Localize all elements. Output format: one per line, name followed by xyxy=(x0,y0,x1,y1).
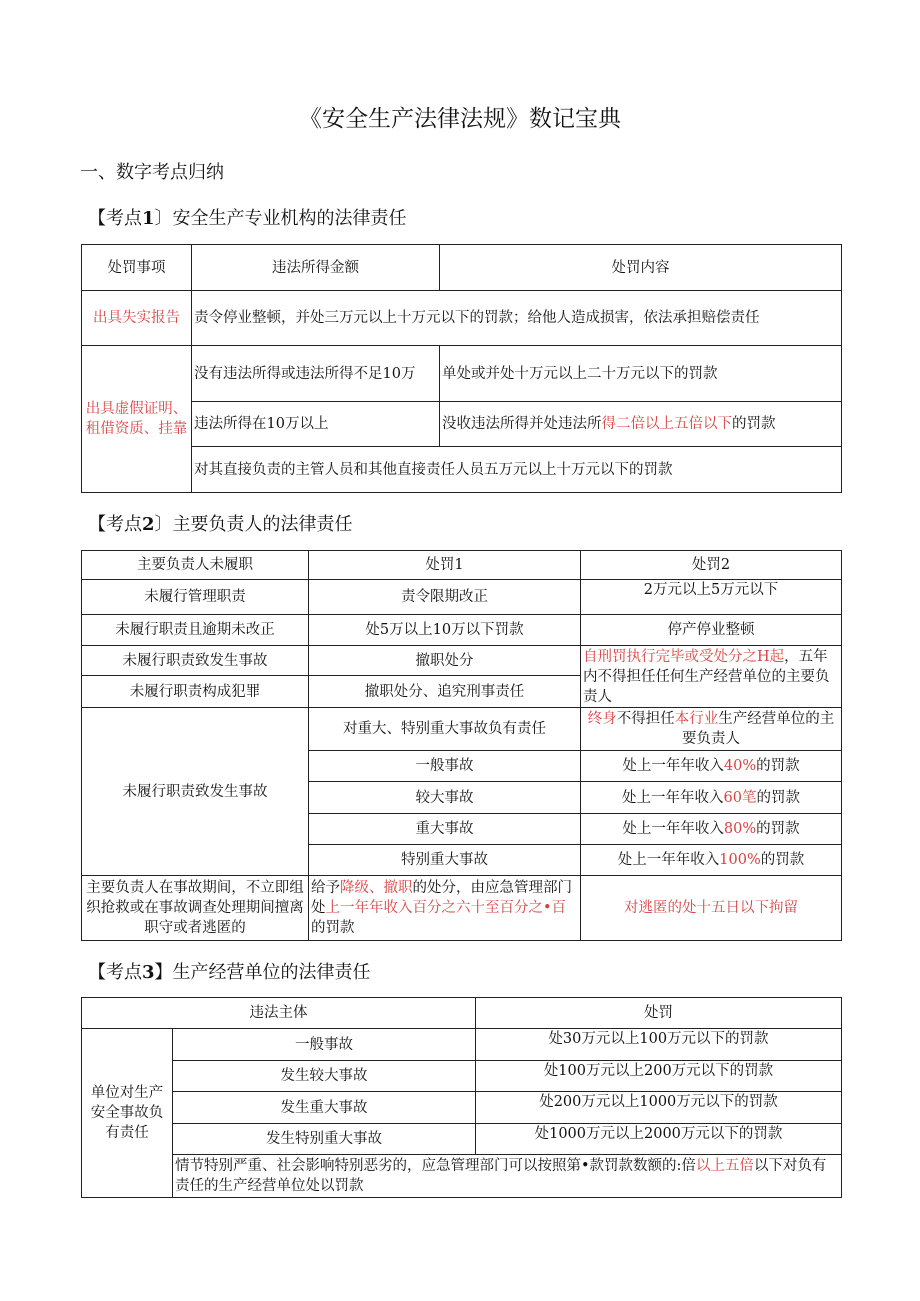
violation-item: 出具虚假证明、租借资质、挂靠 xyxy=(82,346,192,493)
violation-item: 未履行职责构成犯罪 xyxy=(82,676,309,708)
penalty-2: 自刑罚执行完毕或受处分之H起，五年内不得担任任何生产经营单位的主要负责人 xyxy=(581,646,842,708)
section-heading: 一、数字考点归纳 xyxy=(80,162,224,183)
penalty-2: 处上一年年收入60笔的罚款 xyxy=(581,782,842,814)
violation-item: 出具失实报告 xyxy=(82,291,192,346)
penalty-2: 处上一年年收入80%的罚款 xyxy=(581,814,842,845)
page-title: 《安全生产法律法规》数记宝典 xyxy=(299,106,621,132)
penalty-content: 单处或并处十万元以上二十万元以下的罚款 xyxy=(440,346,842,402)
kp2-heading: 【考点2〕主要负责人的法律责任 xyxy=(88,514,353,535)
penalty-1: 责令限期改正 xyxy=(309,580,581,615)
fine-cell: 处1000万元以上2000万元以下的罚款 xyxy=(476,1124,842,1155)
header-cell: 处罚事项 xyxy=(82,245,192,291)
kp1-heading: 【考点1〕安全生产专业机构的法律责任 xyxy=(88,208,407,229)
violation-group: 单位对生产安全事故负有责任 xyxy=(82,1029,173,1198)
fine-cell: 处100万元以上200万元以下的罚款 xyxy=(476,1061,842,1092)
violation-item: 未履行职责致发生事故 xyxy=(82,646,309,676)
fine-cell: 处30万元以上100万元以下的罚款 xyxy=(476,1029,842,1061)
kp1-table xyxy=(81,244,842,493)
accident-type: 发生特别重大事故 xyxy=(173,1124,476,1155)
penalty-content: 对其直接负责的主管人员和其他直接责任人员五万元以上十万元以下的罚款 xyxy=(192,447,842,493)
penalty-1: 一般事故 xyxy=(309,751,581,782)
penalty-1: 撤职处分、追究刑事责任 xyxy=(309,676,581,708)
penalty-1: 特别重大事故 xyxy=(309,845,581,876)
header-cell: 处罚 xyxy=(476,998,842,1029)
penalty-2: 处上一年年收入40%的罚款 xyxy=(581,751,842,782)
accident-type: 发生较大事故 xyxy=(173,1061,476,1092)
amount-cell: 违法所得在10万以上 xyxy=(192,402,440,447)
amount-cell: 没有违法所得或违法所得不足10万 xyxy=(192,346,440,402)
penalty-2: 终身不得担任本行业生产经营单位的主要负责人 xyxy=(581,708,842,751)
accident-type: 发生重大事故 xyxy=(173,1092,476,1124)
kp2-table xyxy=(81,550,842,941)
violation-item: 主要负责人在事故期间，不立即组织抢救或在事故调查处理期间擅离职守或者逃匿的 xyxy=(82,876,309,941)
header-cell: 处罚2 xyxy=(581,551,842,580)
penalty-1: 给予降级、撤职的处分，由应急管理部门处上一年年收入百分之六十至百分之•百的罚款 xyxy=(309,876,581,941)
penalty-2: 处上一年年收入100%的罚款 xyxy=(581,845,842,876)
violation-item: 未履行管理职责 xyxy=(82,580,309,615)
penalty-2: 对逃匿的处十五日以下拘留 xyxy=(581,876,842,941)
header-cell: 处罚1 xyxy=(309,551,581,580)
header-cell: 违法所得金额 xyxy=(192,245,440,291)
penalty-2: 2万元以上5万元以下 xyxy=(581,580,842,615)
aggravated-penalty: 情节特别严重、社会影响特别恶劣的，应急管理部门可以按照第•款罚款数额的:倍以上五倍以下对负有责任的生产经营单位处以罚款 xyxy=(173,1155,842,1198)
penalty-1: 处5万以上10万以下罚款 xyxy=(309,615,581,646)
penalty-content: 责令停业整顿，并处三万元以上十万元以下的罚款；给他人造成损害，依法承担赔偿责任 xyxy=(192,291,842,346)
violation-item: 未履行职责且逾期未改正 xyxy=(82,615,309,646)
fine-cell: 处200万元以上1000万元以下的罚款 xyxy=(476,1092,842,1124)
penalty-1: 较大事故 xyxy=(309,782,581,814)
header-cell: 处罚内容 xyxy=(440,245,842,291)
penalty-1: 对重大、特别重大事故负有责任 xyxy=(309,708,581,751)
penalty-1: 撤职处分 xyxy=(309,646,581,676)
penalty-2: 停产停业整顿 xyxy=(581,615,842,646)
kp3-heading: 【考点3】生产经营单位的法律责任 xyxy=(88,962,371,983)
header-cell: 主要负责人未履职 xyxy=(82,551,309,580)
header-cell: 违法主体 xyxy=(82,998,476,1029)
penalty-content: 没收违法所得并处违法所得二倍以上五倍以下的罚款 xyxy=(440,402,842,447)
accident-type: 一般事故 xyxy=(173,1029,476,1061)
kp3-table xyxy=(81,997,842,1198)
violation-item: 未履行职责致发生事故 xyxy=(82,708,309,876)
penalty-1: 重大事故 xyxy=(309,814,581,845)
